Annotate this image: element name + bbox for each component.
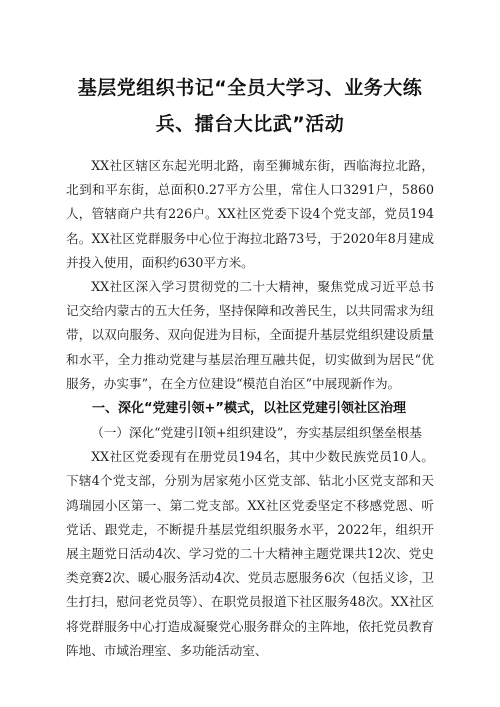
document-title (66, 70, 434, 142)
title-line-2: 兵、擂台大比武”活动 (155, 113, 345, 135)
paragraph-study-spirit: XX社区深入学习贯彻党的二十大精神，聚焦党成习近平总书记交给内蒙古的五大任务，坚持保障和改善民生，以共同需求为纽带，以双向服务、双向促进为目标，全面提升基层党组织建设质量和水平，全力推动党建与基层治理互融共促，切实做到为居民“优服务，办实事”，在全方位建设“模范自治区”中展现新作为。 (66, 279, 434, 391)
paragraph-party-committee: XX社区党委现有在册党员194名，其中少数民族党员10人。下辖4个党支部，分别为居家苑小区党支部、钻北小区党支部和天鸿瑞园小区第一、第二党支部。XX社区党委坚定不移感党恩、听党话、跟党走，不断提升基层党组织服务水平，2022年，组织开展主题党日活动4次、学习党的二十大精神主题党课共12次、党史类竞赛2次、暖心服务活动4次、党员志愿服务6次（包括义诊，卫生打扫，慰问老党员等）、在职党员报道下社区服务48次。XX社区将党群服务中心打造成凝聚党心服务群众的主阵地，依托党员教育阵地、市域治理室、多功能活动室、 (66, 449, 434, 658)
subsection-heading-1: （一）深化“党建引I领+组织建设”，夯实基层组织堡垒根基 (91, 425, 422, 441)
section-heading-1: 一、深化“党建引领+”模式，以社区党建引领社区治理 (92, 401, 406, 417)
paragraph-community-overview: XX社区辖区东起光明北路，南至狮城东街，西临海拉北路，北到和平东街，总面积0.27平方公里，常住人口3291户，5860人，管辖商户共有226户。XX社区党委下设4个党支部，党员194名。XX社区党群服务中心位于海拉北路73号，于2020年8月建成并投入使用，面积约630平方米。 (66, 158, 434, 270)
title-line-1: 基层党组织书记“全员大学习、业务大练 (77, 77, 423, 99)
